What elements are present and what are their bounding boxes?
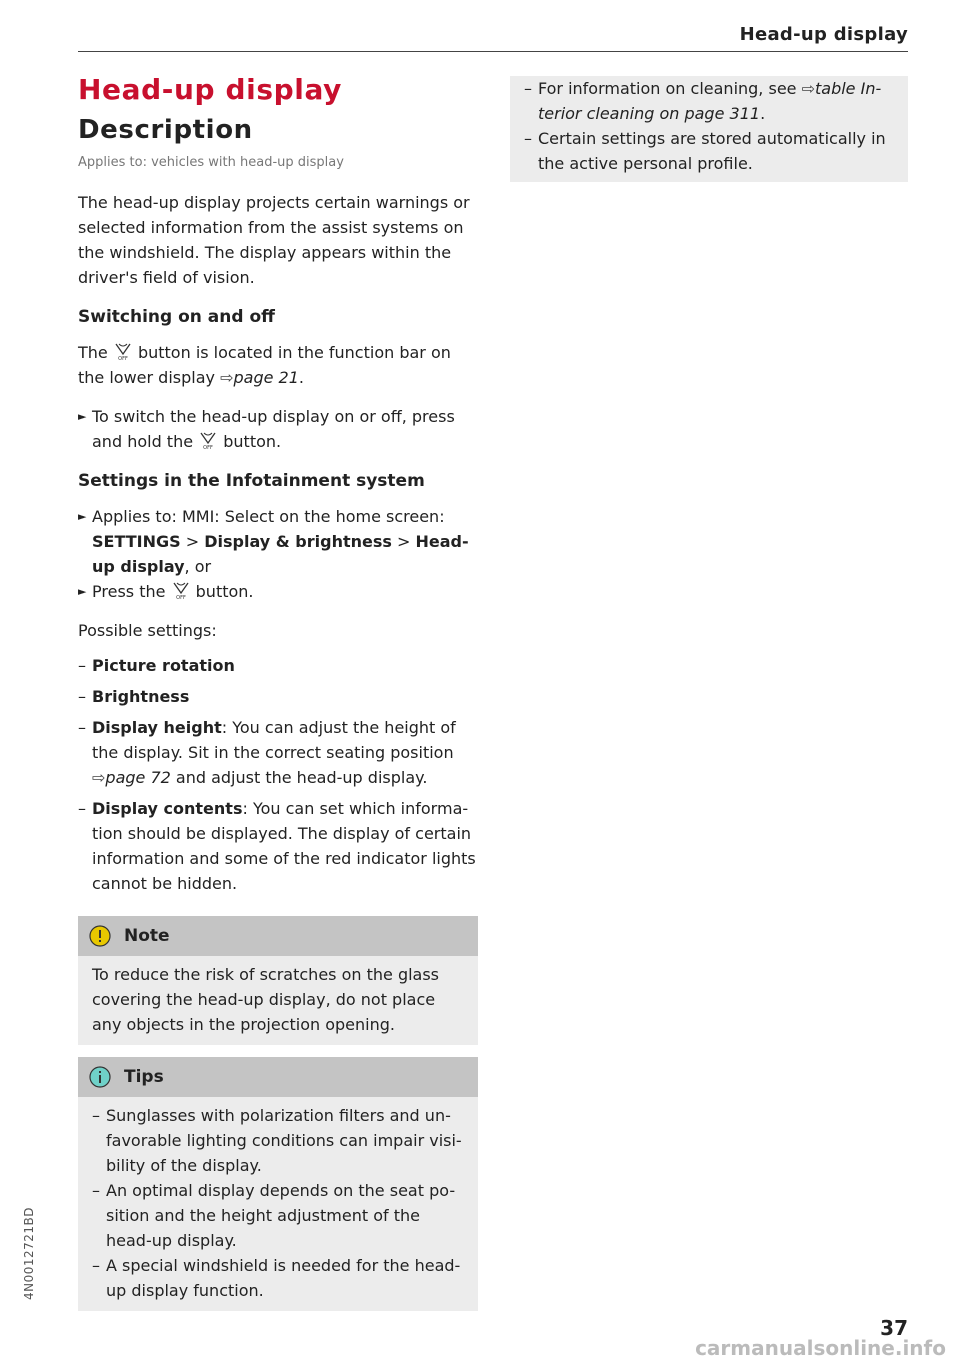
dash-marker: – (92, 1181, 100, 1200)
menu-path-head-up-display: Head-up display (92, 532, 469, 576)
text-fragment: button is located in the function bar on the lower display (78, 343, 451, 387)
note-body (78, 956, 478, 1045)
text-fragment: : You can adjust the height of the display. Sit in the correct seating position (92, 718, 456, 762)
list-item (78, 653, 478, 678)
applies-to-note: Applies to: vehicles with head-up display (78, 155, 344, 170)
list-item (78, 715, 478, 790)
list-item (78, 684, 478, 709)
svg-text:OFF: OFF (175, 595, 186, 600)
info-icon (88, 1065, 112, 1089)
tip-text: A special windshield is needed for the head-up display function. (106, 1256, 461, 1300)
text-fragment: button. (195, 582, 254, 601)
dash-marker: – (92, 1256, 100, 1275)
reference-arrow: ⇨ (92, 768, 106, 787)
possible-settings-label: Possible settings: (78, 621, 217, 640)
tip-text: Sunglasses with polarization filters and un-favorable lighting conditions can impair visi-bility of the display. (106, 1106, 462, 1175)
document-code: 4N0012721BD (22, 1206, 36, 1300)
tip-item (92, 1178, 464, 1253)
text-fragment: . (760, 104, 766, 123)
page-number: 37 (880, 1316, 908, 1340)
note-label: Note (124, 926, 170, 946)
menu-path-settings: SETTINGS (92, 532, 181, 551)
chapter-title: Head-up display (78, 73, 342, 106)
text-fragment: : You can set which informa-tion should be displayed. The display of certain information and some of the red indicator lights cannot be hidden. (92, 799, 476, 893)
tip-item (92, 1103, 464, 1178)
tip-text: An optimal display depends on the seat po-sition and the height adjustment of the head-up display. (106, 1181, 456, 1250)
right-column (510, 76, 908, 182)
step-marker: ► (78, 410, 87, 423)
setting-term: Picture rotation (92, 656, 235, 675)
dash-marker: – (78, 656, 86, 675)
svg-text:OFF: OFF (203, 445, 213, 450)
dash-marker: – (78, 718, 86, 737)
dash-marker: – (92, 1106, 100, 1125)
dash-marker: – (524, 129, 532, 148)
dash-marker: – (78, 799, 86, 818)
hud-off-button-icon (198, 430, 218, 450)
tips-continuation-box (510, 76, 908, 182)
switching-heading: Switching on and off (78, 307, 275, 327)
text-fragment: Applies to: MMI: Select on the home screen: (92, 507, 445, 526)
tips-body (78, 1097, 478, 1311)
page-reference: page 21 (233, 368, 299, 387)
table-reference: table In-terior cleaning on page 311 (538, 79, 882, 123)
settings-step-2 (78, 579, 478, 604)
tips-header (78, 1057, 478, 1097)
left-column (78, 70, 478, 1311)
reference-arrow: ⇨ (801, 79, 815, 98)
settings-step-1 (78, 504, 478, 579)
note-box (78, 916, 478, 1045)
dash-marker: – (524, 79, 532, 98)
setting-term: Brightness (92, 687, 190, 706)
step-marker: ► (78, 510, 87, 523)
intro-paragraph: The head-up display projects certain warnings or selected information from the assist systems on the windshield. The display appears within the driver's field of vision. (78, 193, 470, 287)
settings-heading: Settings in the Infotainment system (78, 471, 425, 491)
text-fragment: Press the (92, 582, 166, 601)
svg-text:OFF: OFF (118, 356, 128, 361)
setting-term: Display contents (92, 799, 243, 818)
section-title: Description (78, 115, 253, 145)
text-fragment: button. (223, 432, 282, 451)
switching-paragraph: The OFF button is located in the function bar on the lower display ⇨page 21. (78, 343, 451, 387)
menu-path-display-brightness: Display & brightness (204, 532, 392, 551)
tips-box (78, 1057, 478, 1311)
tip-item (524, 76, 892, 126)
switching-step (78, 404, 478, 454)
text-fragment: To switch the head-up display on or off, press and hold the (92, 407, 455, 451)
path-separator: > (180, 532, 205, 551)
tip-item (92, 1253, 464, 1303)
path-separator: > (391, 532, 416, 551)
hud-off-button-icon (113, 341, 133, 361)
note-text: To reduce the risk of scratches on the glass covering the head-up display, do not place any objects in the projection opening. (92, 965, 440, 1034)
step-marker: ► (78, 585, 87, 598)
watermark: carmanualsonline.info (695, 1336, 946, 1360)
header-rule (78, 51, 908, 52)
list-item (78, 796, 478, 896)
dash-marker: – (78, 687, 86, 706)
reference-arrow: ⇨ (220, 368, 234, 387)
running-header-title: Head-up display (739, 24, 908, 45)
text-fragment: and adjust the head-up display. (175, 768, 428, 787)
note-icon (88, 924, 112, 948)
page-reference: page 72 (105, 768, 171, 787)
hud-off-button-icon (171, 580, 191, 600)
tips-label: Tips (124, 1067, 164, 1087)
text-fragment: For information on cleaning, see (538, 79, 797, 98)
setting-term: Display height (92, 718, 222, 737)
tip-item (524, 126, 892, 176)
tip-text: Certain settings are stored automatically in the active personal profile. (538, 129, 886, 173)
note-header (78, 916, 478, 956)
text-fragment: The (78, 343, 108, 362)
text-fragment: , or (184, 557, 212, 576)
